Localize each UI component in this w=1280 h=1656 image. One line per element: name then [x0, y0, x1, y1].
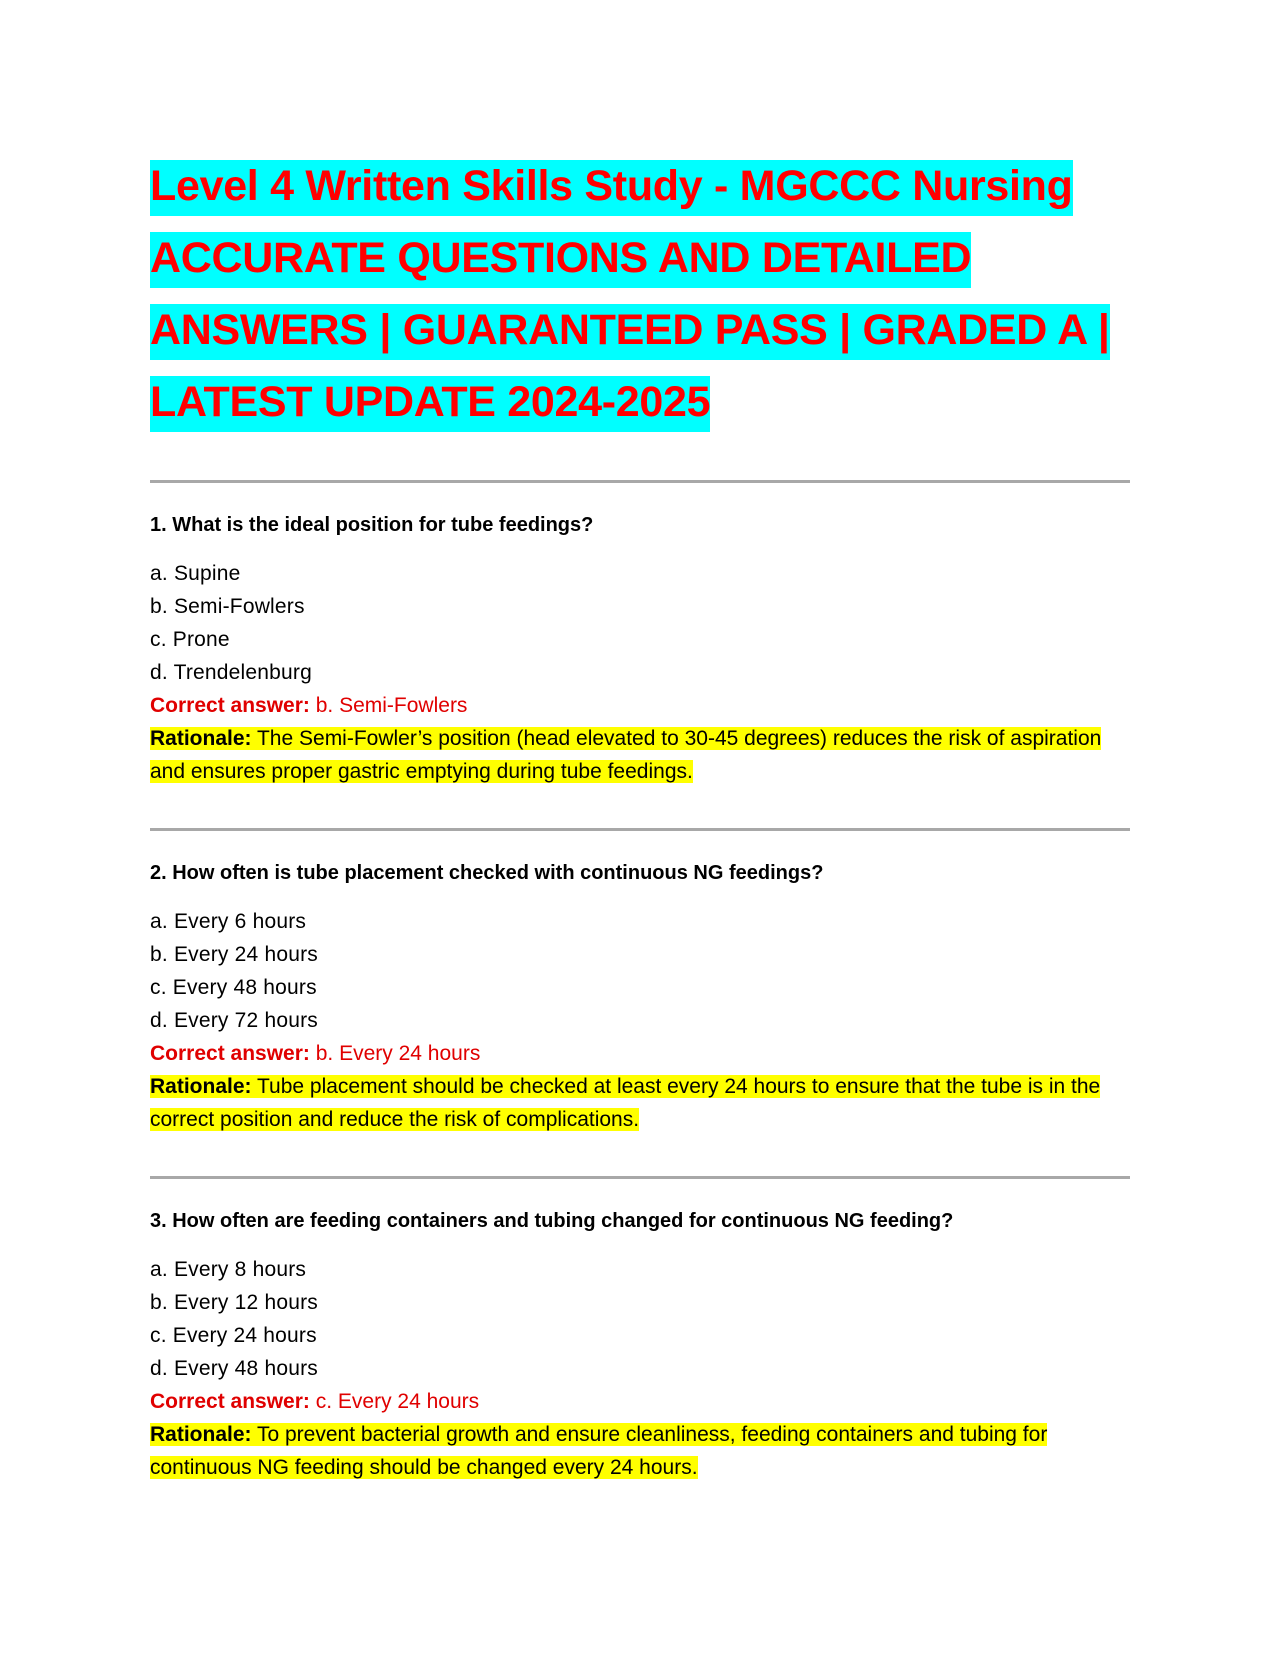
- option-item: c. Prone: [150, 628, 230, 651]
- question-text: 2. How often is tube placement checked with continuous NG feedings?: [150, 862, 824, 884]
- divider: [150, 828, 1130, 831]
- rationale-highlight: [150, 1423, 1047, 1479]
- question-text: 1. What is the ideal position for tube feedings?: [150, 514, 594, 536]
- option-item: b. Every 12 hours: [150, 1291, 318, 1314]
- rationale-label: Rationale:: [150, 1423, 252, 1446]
- rationale-text: Tube placement should be checked at least every 24 hours to ensure that the tube is in the correct position and reduce the risk of complications.: [150, 1075, 1101, 1131]
- question-text: 3. How often are feeding containers and tubing changed for continuous NG feeding?: [150, 1210, 954, 1232]
- option-item: c. Every 48 hours: [150, 976, 317, 999]
- option-item: d. Every 48 hours: [150, 1357, 318, 1380]
- rationale-label: Rationale:: [150, 727, 252, 750]
- divider: [150, 480, 1130, 483]
- option-item: a. Supine: [150, 562, 241, 585]
- rationale: [150, 1418, 1130, 1484]
- divider: [150, 1176, 1130, 1179]
- rationale: [150, 722, 1130, 788]
- option-item: c. Every 24 hours: [150, 1324, 317, 1347]
- correct-answer-value: b. Every 24 hours: [315, 1042, 481, 1065]
- document-title-text: Level 4 Written Skills Study - MGCCC Nursing ACCURATE QUESTIONS AND DETAILED ANSWERS | GUARANTEED PASS | GRADED A | LATEST UPDATE 2024-2025: [150, 160, 1110, 432]
- correct-answer: [150, 689, 1130, 722]
- option-list: [150, 905, 1130, 1037]
- question-block-2: [150, 861, 1130, 1136]
- question-block-1: [150, 513, 1130, 788]
- option-item: a. Every 6 hours: [150, 910, 307, 933]
- option-item: b. Every 24 hours: [150, 943, 318, 966]
- option-item: d. Every 72 hours: [150, 1009, 318, 1032]
- document-page: [150, 150, 1130, 1524]
- option-item: a. Every 8 hours: [150, 1258, 307, 1281]
- correct-answer-value: c. Every 24 hours: [315, 1390, 480, 1413]
- rationale-highlight: [150, 1075, 1100, 1131]
- document-title: [150, 150, 1130, 438]
- correct-answer-label: Correct answer:: [150, 694, 310, 717]
- correct-answer-label: Correct answer:: [150, 1390, 310, 1413]
- option-item: d. Trendelenburg: [150, 661, 312, 684]
- option-list: [150, 1253, 1130, 1385]
- rationale-highlight: [150, 727, 1101, 783]
- rationale-text: The Semi-Fowler’s position (head elevated to 30-45 degrees) reduces the risk of aspiration and ensures proper gastric emptying during tube feedings.: [150, 727, 1102, 783]
- correct-answer: [150, 1037, 1130, 1070]
- option-item: b. Semi-Fowlers: [150, 595, 305, 618]
- rationale-text: To prevent bacterial growth and ensure cleanliness, feeding containers and tubing for continuous NG feeding should be changed every 24 hours.: [150, 1423, 1048, 1479]
- rationale: [150, 1070, 1130, 1136]
- rationale-label: Rationale:: [150, 1075, 252, 1098]
- correct-answer-value: b. Semi-Fowlers: [315, 694, 468, 717]
- correct-answer: [150, 1385, 1130, 1418]
- correct-answer-label: Correct answer:: [150, 1042, 310, 1065]
- question-block-3: [150, 1209, 1130, 1484]
- option-list: [150, 557, 1130, 689]
